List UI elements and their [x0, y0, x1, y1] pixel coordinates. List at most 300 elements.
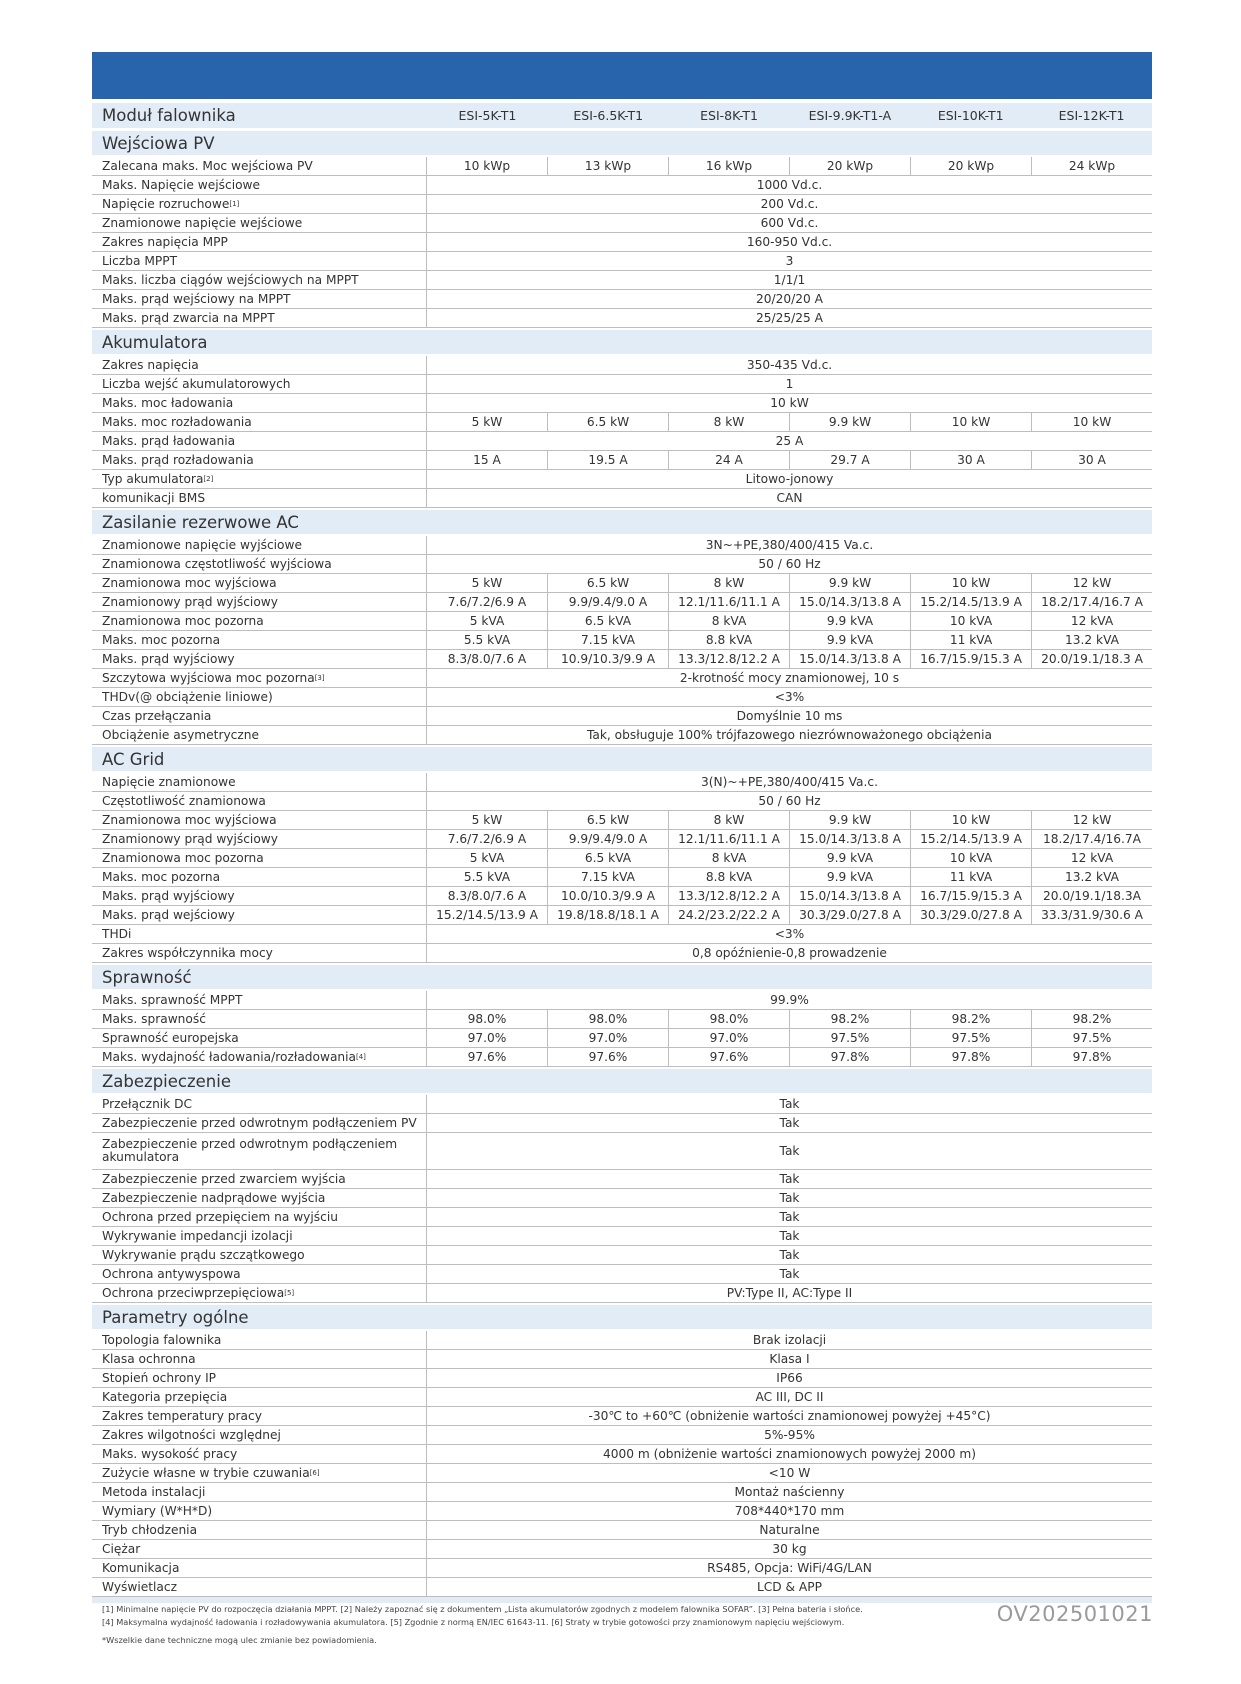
spec-row: [92, 1483, 1152, 1502]
spec-value: 8 kW: [669, 413, 790, 431]
spec-row: [92, 1133, 1152, 1170]
spec-label-text: Sprawność europejska: [102, 1030, 239, 1045]
spec-value: 97.6%: [427, 1048, 548, 1066]
spec-value: 9.9 kW: [790, 413, 911, 431]
spec-row: [92, 1265, 1152, 1284]
spec-label: [92, 1227, 427, 1245]
spec-value-shared: PV:Type II, AC:Type II: [726, 1286, 853, 1300]
spec-value: 8.8 kVA: [669, 868, 790, 886]
spec-value-shared: Tak: [779, 1210, 800, 1224]
spec-row: [92, 830, 1152, 849]
spec-row: [92, 1388, 1152, 1407]
spec-value: 9.9 kVA: [790, 868, 911, 886]
spec-label-text: Maks. liczba ciągów wejściowych na MPPT: [102, 272, 359, 287]
spec-value: 15.0/14.3/13.8 A: [790, 650, 911, 668]
spec-value: 8.8 kVA: [669, 631, 790, 649]
spec-label: [92, 309, 427, 327]
spec-value: 6.5 kVA: [548, 849, 669, 867]
spec-label-text: Maks. prąd wyjściowy: [102, 888, 235, 903]
spec-label: [92, 1010, 427, 1028]
spec-value: 13 kWp: [548, 157, 669, 175]
spec-row: [92, 1407, 1152, 1426]
model-header-row: [92, 103, 1152, 128]
spec-value: 9.9 kVA: [790, 849, 911, 867]
spec-row: [92, 176, 1152, 195]
spec-value: 12.1/11.6/11.1 A: [669, 593, 790, 611]
spec-value: 7.6/7.2/6.9 A: [427, 830, 548, 848]
spec-value-shared: 99.9%: [770, 993, 809, 1007]
spec-label-text: Zabezpieczenie przed odwrotnym podłączeniem PV: [102, 1115, 417, 1130]
spec-value: 7.15 kVA: [548, 631, 669, 649]
spec-label-text: Przełącznik DC: [102, 1096, 193, 1111]
spec-row: [92, 1502, 1152, 1521]
spec-label: [92, 536, 427, 554]
spec-value: 18.2/17.4/16.7A: [1043, 832, 1141, 846]
spec-value: 10 kW: [911, 574, 1032, 592]
spec-label: [92, 1521, 427, 1539]
spec-value: 5 kVA: [427, 849, 548, 867]
spec-value-shared: 3: [785, 254, 794, 268]
spec-label-text: Znamionowa moc wyjściowa: [102, 812, 277, 827]
model-name: ESI-8K-T1: [700, 108, 758, 123]
spec-row: [92, 1426, 1152, 1445]
spec-row: [92, 394, 1152, 413]
spec-value-shared: 25/25/25 A: [756, 311, 823, 325]
spec-value: 97.8%: [1072, 1050, 1112, 1064]
spec-row: [92, 1114, 1152, 1133]
spec-value: 20.0/19.1/18.3A: [1043, 889, 1141, 903]
spec-row: [92, 1350, 1152, 1369]
spec-value: 16.7/15.9/15.3 A: [911, 650, 1032, 668]
spec-value: 97.8%: [911, 1048, 1032, 1066]
spec-value-shared: 350-435 Vd.c.: [746, 358, 833, 372]
spec-value: 15.0/14.3/13.8 A: [790, 593, 911, 611]
spec-label-text: Maks. prąd ładowania: [102, 433, 236, 448]
spec-row: [92, 157, 1152, 176]
spec-value: 12 kVA: [1070, 851, 1114, 865]
spec-label: [92, 290, 427, 308]
spec-row: [92, 489, 1152, 508]
spec-value: 6.5 kW: [548, 811, 669, 829]
spec-label-text: Liczba MPPT: [102, 253, 178, 268]
spec-row: [92, 356, 1152, 375]
spec-label-text: Czas przełączania: [102, 708, 212, 723]
spec-value: 10 kVA: [911, 612, 1032, 630]
spec-row: [92, 1369, 1152, 1388]
spec-value: 97.0%: [427, 1029, 548, 1047]
spec-row: [92, 1445, 1152, 1464]
spec-label-text: Maks. prąd wejściowy na MPPT: [102, 291, 291, 306]
spec-value: 5.5 kVA: [427, 631, 548, 649]
spec-label: [92, 1426, 427, 1444]
spec-value: 30 A: [911, 451, 1032, 469]
spec-row: [92, 887, 1152, 906]
spec-value: 13.3/12.8/12.2 A: [669, 650, 790, 668]
spec-value-shared: Tak: [779, 1229, 800, 1243]
spec-label-text: Maks. prąd wejściowy: [102, 907, 235, 922]
spec-value: 15.2/14.5/13.9 A: [427, 906, 548, 924]
footnote-ref: [2]: [203, 475, 214, 483]
spec-row: [92, 792, 1152, 811]
spec-label: [92, 906, 427, 924]
spec-label-text: THDv(@ obciążenie liniowe): [102, 689, 273, 704]
spec-label: [92, 252, 427, 270]
section-title: Sprawność: [92, 965, 1152, 989]
spec-value: 8.3/8.0/7.6 A: [427, 650, 548, 668]
spec-label-text: Wymiary (W*H*D): [102, 1503, 213, 1518]
header-banner: [92, 52, 1152, 99]
spec-label: [92, 1502, 427, 1520]
model-name: ESI-12K-T1: [1058, 108, 1125, 123]
spec-row: [92, 1464, 1152, 1483]
spec-row: [92, 991, 1152, 1010]
spec-label: [92, 574, 427, 592]
spec-row: [92, 849, 1152, 868]
spec-row: [92, 470, 1152, 489]
spec-value: 30.3/29.0/27.8 A: [911, 906, 1032, 924]
spec-row: [92, 925, 1152, 944]
spec-label-text: Zakres napięcia MPP: [102, 234, 228, 249]
spec-label: [92, 1189, 427, 1207]
spec-value: 97.6%: [669, 1048, 790, 1066]
spec-label: [92, 1407, 427, 1425]
spec-value: 9.9 kW: [790, 811, 911, 829]
spec-value: 15.2/14.5/13.9 A: [911, 830, 1032, 848]
spec-label-text: Napięcie rozruchowe: [102, 196, 230, 211]
spec-value: 12.1/11.6/11.1 A: [669, 830, 790, 848]
spec-value: 12 kVA: [1070, 614, 1114, 628]
sections: [92, 131, 1152, 1597]
spec-row: [92, 1521, 1152, 1540]
spec-label: [92, 1095, 427, 1113]
spec-label: [92, 1331, 427, 1349]
disclaimer: *Wszelkie dane techniczne mogą ulec zmianie bez powiadomienia.: [102, 1635, 377, 1645]
spec-row: [92, 214, 1152, 233]
spec-label-text: Maks. wydajność ładowania/rozładowania: [102, 1049, 356, 1064]
spec-label-text: Maks. moc pozorna: [102, 869, 221, 884]
spec-label: [92, 925, 427, 943]
spec-label-text: Znamionowa moc wyjściowa: [102, 575, 277, 590]
spec-row: [92, 555, 1152, 574]
spec-value: 98.0%: [427, 1010, 548, 1028]
spec-row: [92, 1095, 1152, 1114]
spec-value-shared: 25 A: [775, 434, 804, 448]
spec-value-shared: Tak: [779, 1191, 800, 1205]
spec-label: [92, 1133, 427, 1169]
spec-value: 5 kW: [427, 413, 548, 431]
spec-label-text: Znamionowa moc pozorna: [102, 850, 264, 865]
model-header-label: Moduł falownika: [102, 106, 236, 125]
spec-label-text: Maks. sprawność: [102, 1011, 206, 1026]
spec-value: 15.2/14.5/13.9 A: [911, 593, 1032, 611]
spec-row: [92, 1170, 1152, 1189]
spec-label-text: Obciążenie asymetryczne: [102, 727, 259, 742]
spec-label-text: Maks. prąd zwarcia na MPPT: [102, 310, 275, 325]
spec-label-text: Napięcie znamionowe: [102, 774, 236, 789]
spec-label: [92, 432, 427, 450]
spec-value: 18.2/17.4/16.7 A: [1041, 595, 1143, 609]
spec-value: 20 kWp: [911, 157, 1032, 175]
spec-value: 8 kVA: [669, 849, 790, 867]
footnote-line-2: [4] Maksymalna wydajność ładowania i rozładowywania akumulatora. [5] Zgodnie z normą EN/IEC 61643-11. [6] Straty w trybie gotowości przy znamionowym napięciu wejściowym.: [102, 1617, 845, 1627]
spec-value-shared: CAN: [776, 491, 803, 505]
spec-label: [92, 593, 427, 611]
spec-row: [92, 726, 1152, 745]
spec-label-text: Zużycie własne w trybie czuwania: [102, 1465, 310, 1480]
spec-label-text: Ochrona przed przepięciem na wyjściu: [102, 1209, 338, 1224]
model-name: ESI-9.9K-T1-A: [808, 108, 892, 123]
spec-value-shared: Tak: [779, 1097, 800, 1111]
spec-row: [92, 413, 1152, 432]
spec-value-shared: 10 kW: [770, 396, 809, 410]
spec-value: 24.2/23.2/22.2 A: [669, 906, 790, 924]
spec-value: 98.2%: [911, 1010, 1032, 1028]
spec-label-text: Maks. wysokość pracy: [102, 1446, 238, 1461]
spec-label-text: Znamionowe napięcie wejściowe: [102, 215, 303, 230]
spec-value-shared: <3%: [774, 927, 805, 941]
spec-label: [92, 176, 427, 194]
spec-label: [92, 669, 427, 687]
spec-row: [92, 195, 1152, 214]
spec-label-text: Tryb chłodzenia: [102, 1522, 198, 1537]
spec-row: [92, 1208, 1152, 1227]
spec-value-shared: Tak: [779, 1267, 800, 1281]
spec-label: [92, 1114, 427, 1132]
spec-value-shared: 1: [785, 377, 794, 391]
spec-row: [92, 233, 1152, 252]
model-name: ESI-5K-T1: [458, 108, 517, 123]
spec-label: [92, 214, 427, 232]
spec-value-shared: IP66: [776, 1371, 803, 1385]
spec-value: 10 kVA: [911, 849, 1032, 867]
spec-value: 13.2 kVA: [1065, 633, 1119, 647]
spec-label-text: Zabezpieczenie przed odwrotnym podłączeniem akumulatora: [102, 1137, 398, 1164]
spec-label: [92, 470, 427, 488]
spec-label: [92, 1464, 427, 1482]
spec-row: [92, 631, 1152, 650]
spec-value: 13.2 kVA: [1065, 870, 1119, 884]
spec-label-text: Znamionowa moc pozorna: [102, 613, 264, 628]
spec-value: 10 kWp: [427, 157, 548, 175]
footnote-ref: [5]: [284, 1289, 295, 1297]
spec-table: [92, 103, 1152, 1603]
spec-value: 5 kW: [427, 811, 548, 829]
spec-value: 10 kW: [911, 811, 1032, 829]
spec-label: [92, 271, 427, 289]
spec-label-text: Maks. moc ładowania: [102, 395, 234, 410]
spec-value: 97.0%: [548, 1029, 669, 1047]
spec-value-shared: 3N~+PE,380/400/415 Va.c.: [705, 538, 874, 552]
section-title: Wejściowa PV: [92, 131, 1152, 155]
spec-value-shared: Litowo-jonowy: [745, 472, 834, 486]
spec-value-shared: 600 Vd.c.: [760, 216, 819, 230]
spec-value: 6.5 kW: [548, 574, 669, 592]
spec-label: [92, 773, 427, 791]
spec-row: [92, 1284, 1152, 1303]
spec-row: [92, 593, 1152, 612]
section-title: Zabezpieczenie: [92, 1069, 1152, 1093]
spec-value-shared: 3(N)~+PE,380/400/415 Va.c.: [701, 775, 878, 789]
spec-value-shared: 1/1/1: [773, 273, 806, 287]
spec-label-text: Ochrona przeciwprzepięciowa: [102, 1285, 285, 1300]
spec-value: 10.9/10.3/9.9 A: [548, 650, 669, 668]
spec-label: [92, 1048, 427, 1066]
spec-label-text: Zakres napięcia: [102, 357, 199, 372]
spec-label: [92, 1540, 427, 1558]
spec-row: [92, 906, 1152, 925]
spec-value-shared: 160-950 Vd.c.: [746, 235, 833, 249]
spec-label-text: Liczba wejść akumulatorowych: [102, 376, 291, 391]
spec-value: 10 kW: [1072, 415, 1112, 429]
spec-label-text: Wykrywanie impedancji izolacji: [102, 1228, 293, 1243]
spec-label: [92, 688, 427, 706]
spec-label-text: Znamionowe napięcie wyjściowe: [102, 537, 302, 552]
footnote-ref: [4]: [356, 1053, 366, 1061]
spec-row: [92, 1029, 1152, 1048]
spec-label-text: Metoda instalacji: [102, 1484, 206, 1499]
spec-row: [92, 1227, 1152, 1246]
spec-label: [92, 1369, 427, 1387]
spec-value: 11 kVA: [911, 868, 1032, 886]
spec-label-text: Zakres współczynnika mocy: [102, 945, 273, 960]
spec-label: [92, 887, 427, 905]
document-code: OV202501021: [996, 1602, 1153, 1626]
spec-label: [92, 555, 427, 573]
spec-label-text: Maks. moc rozładowania: [102, 414, 252, 429]
spec-value-shared: Montaż naścienny: [734, 1485, 845, 1499]
spec-value: 98.0%: [548, 1010, 669, 1028]
spec-label-text: Znamionowy prąd wyjściowy: [102, 594, 278, 609]
spec-label-text: Maks. prąd rozładowania: [102, 452, 254, 467]
spec-label-text: Klasa ochronna: [102, 1351, 196, 1366]
spec-row: [92, 1540, 1152, 1559]
spec-value: 5 kVA: [427, 612, 548, 630]
spec-label: [92, 707, 427, 725]
spec-value: 98.2%: [1072, 1012, 1112, 1026]
footnote-ref: [6]: [309, 1469, 320, 1477]
spec-value-shared: Tak, obsługuje 100% trójfazowego niezrównoważonego obciążenia: [586, 728, 993, 742]
spec-value: 19.8/18.8/18.1 A: [548, 906, 669, 924]
spec-value-shared: Domyślnie 10 ms: [736, 709, 843, 723]
spec-value: 16 kWp: [669, 157, 790, 175]
section-title: Akumulatora: [92, 330, 1152, 354]
spec-row: [92, 944, 1152, 963]
spec-value-shared: Brak izolacji: [752, 1333, 827, 1347]
spec-row: [92, 650, 1152, 669]
footnote-line-1: [1] Minimalne napięcie PV do rozpoczęcia działania MPPT. [2] Należy zapoznać się z dokumentem „Lista akumulatorów zgodnych z modelem falownika SOFAR”. [3] Pełna bateria i słońce.: [102, 1604, 863, 1614]
spec-value-shared: <10 W: [768, 1466, 811, 1480]
spec-label-text: Maks. prąd wyjściowy: [102, 651, 235, 666]
spec-label: [92, 631, 427, 649]
spec-row: [92, 375, 1152, 394]
spec-value-shared: 0,8 opóźnienie-0,8 prowadzenie: [692, 946, 887, 960]
spec-value-shared: 5%-95%: [764, 1428, 815, 1442]
spec-value-shared: Tak: [779, 1116, 800, 1130]
spec-value-shared: RS485, Opcja: WiFi/4G/LAN: [707, 1561, 872, 1575]
spec-value: 24 kWp: [1068, 159, 1116, 173]
spec-value: 16.7/15.9/15.3 A: [911, 887, 1032, 905]
spec-value: 29.7 A: [790, 451, 911, 469]
spec-label-text: Maks. moc pozorna: [102, 632, 221, 647]
spec-value-shared: Tak: [779, 1248, 800, 1262]
spec-label: [92, 356, 427, 374]
spec-label: [92, 849, 427, 867]
spec-label-text: Maks. sprawność MPPT: [102, 992, 243, 1007]
spec-label: [92, 195, 427, 213]
spec-value: 10 kW: [911, 413, 1032, 431]
spec-label: [92, 375, 427, 393]
spec-row: [92, 451, 1152, 470]
spec-value: 97.6%: [548, 1048, 669, 1066]
spec-label-text: Ochrona antywyspowa: [102, 1266, 241, 1281]
spec-label: [92, 1170, 427, 1188]
spec-label-text: Zabezpieczenie nadprądowe wyjścia: [102, 1190, 326, 1205]
spec-value-shared: 20/20/20 A: [756, 292, 823, 306]
spec-value: 9.9/9.4/9.0 A: [548, 830, 669, 848]
spec-value: 24 A: [669, 451, 790, 469]
spec-value-shared: LCD & APP: [757, 1580, 822, 1594]
spec-value: 30.3/29.0/27.8 A: [790, 906, 911, 924]
spec-row: [92, 271, 1152, 290]
spec-label: [92, 233, 427, 251]
spec-label-text: Stopień ochrony IP: [102, 1370, 217, 1385]
spec-value: 97.5%: [790, 1029, 911, 1047]
spec-value: 33.3/31.9/30.6 A: [1041, 908, 1143, 922]
spec-label: [92, 1445, 427, 1463]
spec-label-text: Zalecana maks. Moc wejściowa PV: [102, 158, 313, 173]
spec-value-shared: 30 kg: [772, 1542, 807, 1556]
spec-label: [92, 991, 427, 1009]
spec-value: 19.5 A: [548, 451, 669, 469]
spec-label-text: THDi: [102, 926, 132, 941]
spec-value-shared: Tak: [779, 1172, 800, 1186]
spec-label: [92, 489, 427, 507]
spec-label-text: Zabezpieczenie przed zwarciem wyjścia: [102, 1171, 346, 1186]
spec-row: [92, 1578, 1152, 1597]
spec-row: [92, 252, 1152, 271]
spec-row: [92, 669, 1152, 688]
spec-row: [92, 707, 1152, 726]
spec-value-shared: AC III, DC II: [755, 1390, 824, 1404]
spec-value: 7.15 kVA: [548, 868, 669, 886]
spec-value: 8 kVA: [669, 612, 790, 630]
spec-value: 13.3/12.8/12.2 A: [669, 887, 790, 905]
spec-label: [92, 612, 427, 630]
spec-value: 97.5%: [911, 1029, 1032, 1047]
spec-value: 98.0%: [669, 1010, 790, 1028]
spec-value: 30 A: [1078, 453, 1106, 467]
spec-label: [92, 1578, 427, 1596]
spec-label-text: Znamionowa częstotliwość wyjściowa: [102, 556, 332, 571]
spec-row: [92, 811, 1152, 830]
spec-value-shared: Klasa I: [769, 1352, 810, 1366]
spec-value: 9.9 kW: [790, 574, 911, 592]
spec-label: [92, 792, 427, 810]
spec-value: 8 kW: [669, 811, 790, 829]
spec-value: 97.5%: [1072, 1031, 1112, 1045]
spec-value-shared: <3%: [774, 690, 805, 704]
spec-value-shared: 50 / 60 Hz: [758, 794, 821, 808]
spec-row: [92, 688, 1152, 707]
model-name: ESI-6.5K-T1: [573, 108, 644, 123]
spec-label: [92, 1246, 427, 1264]
spec-value: 15.0/14.3/13.8 A: [790, 887, 911, 905]
spec-value-shared: 200 Vd.c.: [760, 197, 819, 211]
spec-label-text: Ciężar: [102, 1541, 141, 1556]
spec-label-text: Szczytowa wyjściowa moc pozorna: [102, 670, 315, 685]
spec-label-text: Kategoria przepięcia: [102, 1389, 228, 1404]
spec-value: 15.0/14.3/13.8 A: [790, 830, 911, 848]
